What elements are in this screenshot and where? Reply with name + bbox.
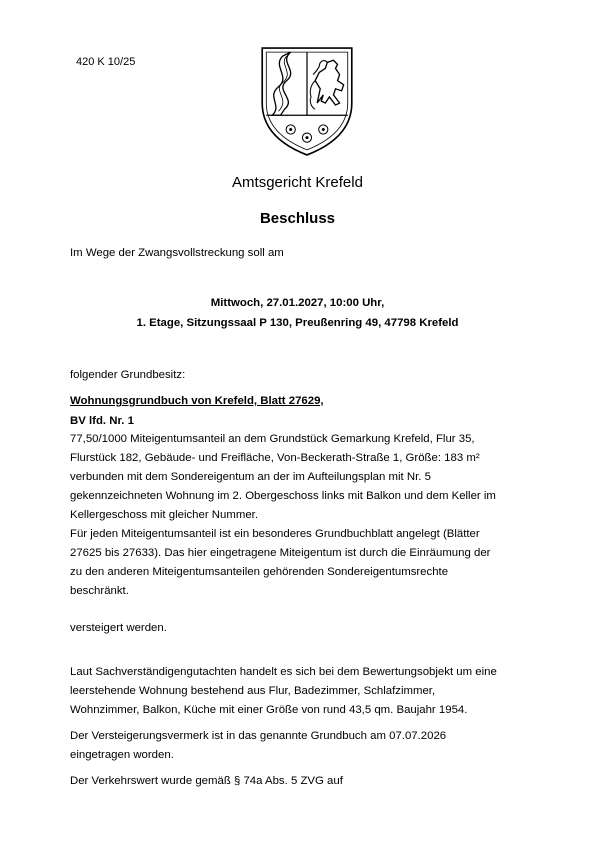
description-line: Kellergeschoss mit gleicher Nummer. bbox=[70, 509, 259, 521]
gutachten-line: Wohnzimmer, Balkon, Küche mit einer Größe von rund 43,5 qm. Baujahr 1954. bbox=[70, 704, 468, 716]
court-name: Amtsgericht Krefeld bbox=[232, 174, 363, 191]
description-line: Für jeden Miteigentumsanteil ist ein besonderes Grundbuchblatt angelegt (Blätter bbox=[70, 528, 480, 540]
grundbuch-heading: Wohnungsgrundbuch von Krefeld, Blatt 27629, bbox=[70, 395, 324, 407]
bv-number: BV lfd. Nr. 1 bbox=[70, 415, 134, 427]
nrw-coat-of-arms-icon bbox=[256, 44, 358, 158]
description-line: beschränkt. bbox=[70, 585, 129, 597]
versteigert-text: versteigert werden. bbox=[70, 622, 167, 634]
termin-place: 1. Etage, Sitzungssaal P 130, Preußenring 49, 47798 Krefeld bbox=[136, 317, 459, 329]
gutachten-line: leerstehende Wohnung bestehend aus Flur, Badezimmer, Schlafzimmer, bbox=[70, 685, 436, 697]
vermerk-line: Der Versteigerungsvermerk ist in das genannte Grundbuch am 07.07.2026 bbox=[70, 730, 447, 742]
description-line: verbunden mit dem Sondereigentum an der im Aufteilungsplan mit Nr. 5 bbox=[70, 471, 431, 483]
description-line: Flurstück 182, Gebäude- und Freifläche, Von-Beckerath-Straße 1, Größe: 183 m² bbox=[70, 452, 480, 464]
grundbesitz-label: folgender Grundbesitz: bbox=[70, 369, 186, 381]
gutachten-line: Laut Sachverständigengutachten handelt es sich bei dem Bewertungsobjekt um eine bbox=[70, 666, 497, 678]
description-line: 77,50/1000 Miteigentumsanteil an dem Grundstück Gemarkung Krefeld, Flur 35, bbox=[70, 433, 475, 445]
case-number: 420 K 10/25 bbox=[76, 56, 136, 68]
vermerk-line: eingetragen worden. bbox=[70, 749, 174, 761]
termin-date: Mittwoch, 27.01.2027, 10:00 Uhr, bbox=[210, 297, 385, 309]
intro-text: Im Wege der Zwangsvollstreckung soll am bbox=[70, 247, 284, 259]
description-line: zu den anderen Miteigentumsanteilen gehörenden Sondereigentumsrechte bbox=[70, 566, 449, 578]
document-title: Beschluss bbox=[259, 210, 336, 227]
description-line: 27625 bis 27633). Das hier eingetragene Miteigentum ist durch die Einräumung der bbox=[70, 547, 491, 559]
description-line: gekennzeichneten Wohnung im 2. Obergeschoss links mit Balkon und dem Keller im bbox=[70, 490, 496, 502]
verkehrswert-text: Der Verkehrswert wurde gemäß § 74a Abs. 5 ZVG auf bbox=[70, 775, 343, 787]
